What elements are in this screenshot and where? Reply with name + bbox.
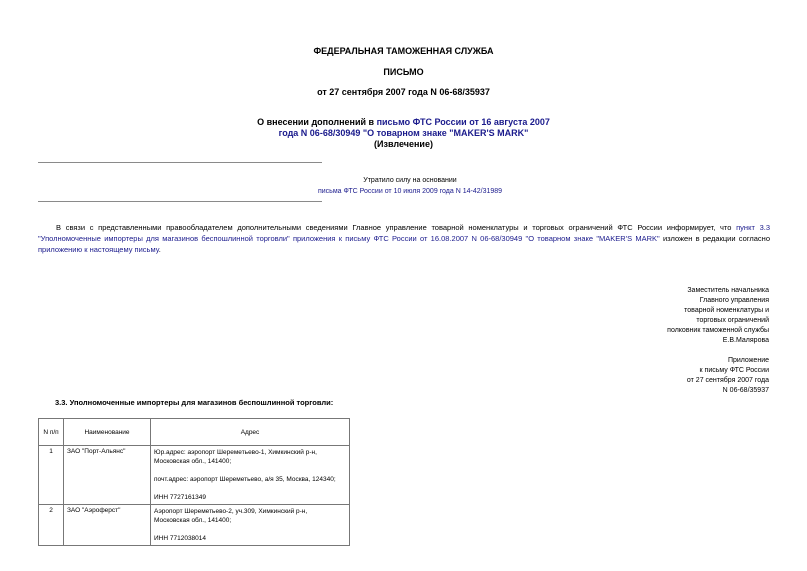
signature-block [667,286,769,346]
lost-force-text: Утратило силу на основании [363,177,457,184]
body-paragraph [38,222,770,255]
annex-block [687,356,769,396]
address-line: Юр.адрес: аэропорт Шереметьево-1, Химкинский р-н, [154,449,317,456]
body-text-1: В связи с представленными правообладателем дополнительными сведениями Главное управление товарной номенклатуры и торговых ограничений ФТС России информирует, что [56,223,737,232]
row-address [151,505,350,546]
signature-line: товарной номенклатуры и [684,307,769,314]
address-line: Аэропорт Шереметьево-2, уч.309, Химкинский р-н, [154,508,308,515]
title-extract: (Извлечение) [374,139,433,149]
title-link-1[interactable]: письмо ФТС России от 16 августа 2007 [376,117,550,127]
lost-force-note [300,175,520,197]
importers-table [38,418,350,546]
body-link-annex[interactable]: приложению к настоящему письму [38,245,159,254]
table-row [39,505,350,546]
title-prefix: О внесении дополнений в [257,117,377,127]
body-text-2: изложен в редакции согласно [659,234,770,243]
row-name: ЗАО "Порт-Альянс" [64,446,151,505]
body-text-3: . [158,245,161,254]
service-name: ФЕДЕРАЛЬНАЯ ТАМОЖЕННАЯ СЛУЖБА [313,46,494,56]
signature-line: торговых ограничений [696,317,769,324]
header-num: N п/п [39,419,64,446]
document-title [0,117,807,150]
annex-line: Приложение [727,357,769,364]
divider-top [38,162,322,163]
row-num: 2 [39,505,64,546]
address-line: Московская обл., 141400; [154,458,232,465]
document-date: от 27 сентября 2007 года N 06-68/35937 [317,87,490,97]
table-row [39,446,350,505]
document-type: ПИСЬМО [383,67,424,77]
section-title: 3.3. Уполномоченные импортеры для магазинов беспошлинной торговли: [55,398,334,407]
signature-line: Главного управления [699,297,769,304]
signature-line: полковник таможенной службы [667,327,769,334]
header-name: Наименование [64,419,151,446]
row-name: ЗАО "Аэроферст" [64,505,151,546]
row-num: 1 [39,446,64,505]
inn-line: ИНН 7727161349 [154,494,207,501]
inn-line: ИНН 7712038014 [154,535,207,542]
title-link-2[interactable]: года N 06-68/30949 "О товарном знаке "MAKER'S MARK" [278,128,529,138]
row-address [151,446,350,505]
signature-line: Заместитель начальника [687,287,769,294]
divider-bottom [38,201,322,202]
annex-line: от 27 сентября 2007 года [686,377,769,384]
header-address: Адрес [151,419,350,446]
annex-line: N 06-68/35937 [722,387,769,394]
address-line: Московская обл., 141400; [154,517,232,524]
body-link-item-3-3[interactable]: пункт 3.3 "Уполномоченные импортеры для магазинов беспошлинной торговли" приложения к письму ФТС России от 16.08.2007 N 06-68/30949 "О товарном знаке "MAKER'S MARK" [38,223,770,243]
lost-force-link[interactable]: письма ФТС России от 10 июля 2009 года N 14-42/31989 [317,188,503,195]
annex-line: к письму ФТС России [699,367,769,374]
address-line: почт.адрес: аэропорт Шереметьево, а/я 35, Москва, 124340; [154,476,336,483]
signer-name: Е.В.Малярова [722,337,769,344]
table-header-row [39,419,350,446]
